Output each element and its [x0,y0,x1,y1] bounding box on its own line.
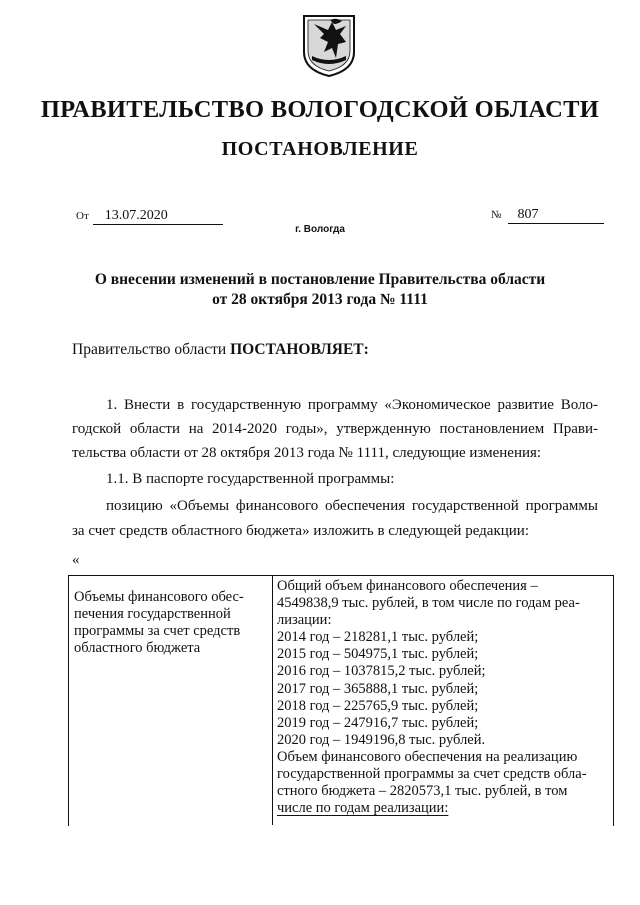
table-right-cell [277,578,607,817]
table-right-line: числе по годам реализации: [277,800,449,817]
document-type: ПОСТАНОВЛЕНИЕ [221,138,419,160]
date-label: От [76,210,89,222]
table-right-line: лизации: [277,612,332,629]
table-column-divider [272,575,273,825]
government-title: ПРАВИТЕЛЬСТВО ВОЛОГОДСКОЙ ОБЛАСТИ [40,96,600,123]
table-right-line: 2014 год – 218281,1 тыс. рублей; [277,629,479,646]
document-date: 13.07.2020 [93,208,223,225]
table-right-line: 4549838,9 тыс. рублей, в том числе по годам реа- [277,595,580,612]
number-label: № [491,209,502,221]
quote-open-mark: « [72,552,80,568]
table-right-line: Общий объем финансового обеспечения – [277,578,538,594]
paragraph-3-line-2: за счет средств областного бюджета» изложить в следующей редакции: [72,523,529,539]
table-left-line: программы за счет средств [74,623,241,639]
table-right-line: 2020 год – 1949196,8 тыс. рублей. [277,731,486,748]
subject-line-2: от 28 октября 2013 года № 1111 [212,291,428,308]
date-block [76,208,223,225]
table-left-line: областного бюджета [74,640,201,656]
paragraph-1-line-1: 1. Внести в государственную программу «Экономическое развитие Воло- [106,397,598,413]
paragraph-1-line-2: годской области на 2014-2020 годы», утвержденную постановлением Прави- [72,421,598,437]
table-right-line: 2016 год – 1037815,2 тыс. рублей; [277,663,486,680]
paragraph-2: 1.1. В паспорте государственной программы: [106,471,395,487]
table-right-line: 2017 год – 365888,1 тыс. рублей; [277,680,479,697]
table-right-line: 2015 год – 504975,1 тыс. рублей; [277,646,479,663]
table-right-line: Объем финансового обеспечения на реализацию [277,748,578,765]
city-name: г. Вологда [295,224,345,235]
coat-of-arms-icon [302,12,356,78]
table-right-line: 2019 год – 247916,7 тыс. рублей; [277,714,479,731]
document-number: 807 [508,207,604,224]
table-left-cell [74,589,264,657]
resolves-line [72,341,369,359]
resolves-prefix: Правительство области [72,341,231,358]
table-right-line: стного бюджета – 2820573,1 тыс. рублей, в том [277,783,568,800]
number-block [491,207,604,224]
table-right-line: государственной программы за счет средств обла- [277,766,587,783]
resolves-keyword: ПОСТАНОВЛЯЕТ: [230,341,369,358]
paragraph-1-line-3: тельства области от 28 октября 2013 года № 1111, следующие изменения: [72,445,542,461]
paragraph-3-line-1: позицию «Объемы финансового обеспечения государственной программы [106,498,598,514]
funding-table [68,575,614,825]
table-left-line: Объемы финансового обес- [74,589,244,605]
table-left-line: печения государственной [74,606,231,622]
document-subject [60,270,580,310]
subject-line-1: О внесении изменений в постановление Правительства области [94,271,546,288]
table-right-line: 2018 год – 225765,9 тыс. рублей; [277,697,479,714]
